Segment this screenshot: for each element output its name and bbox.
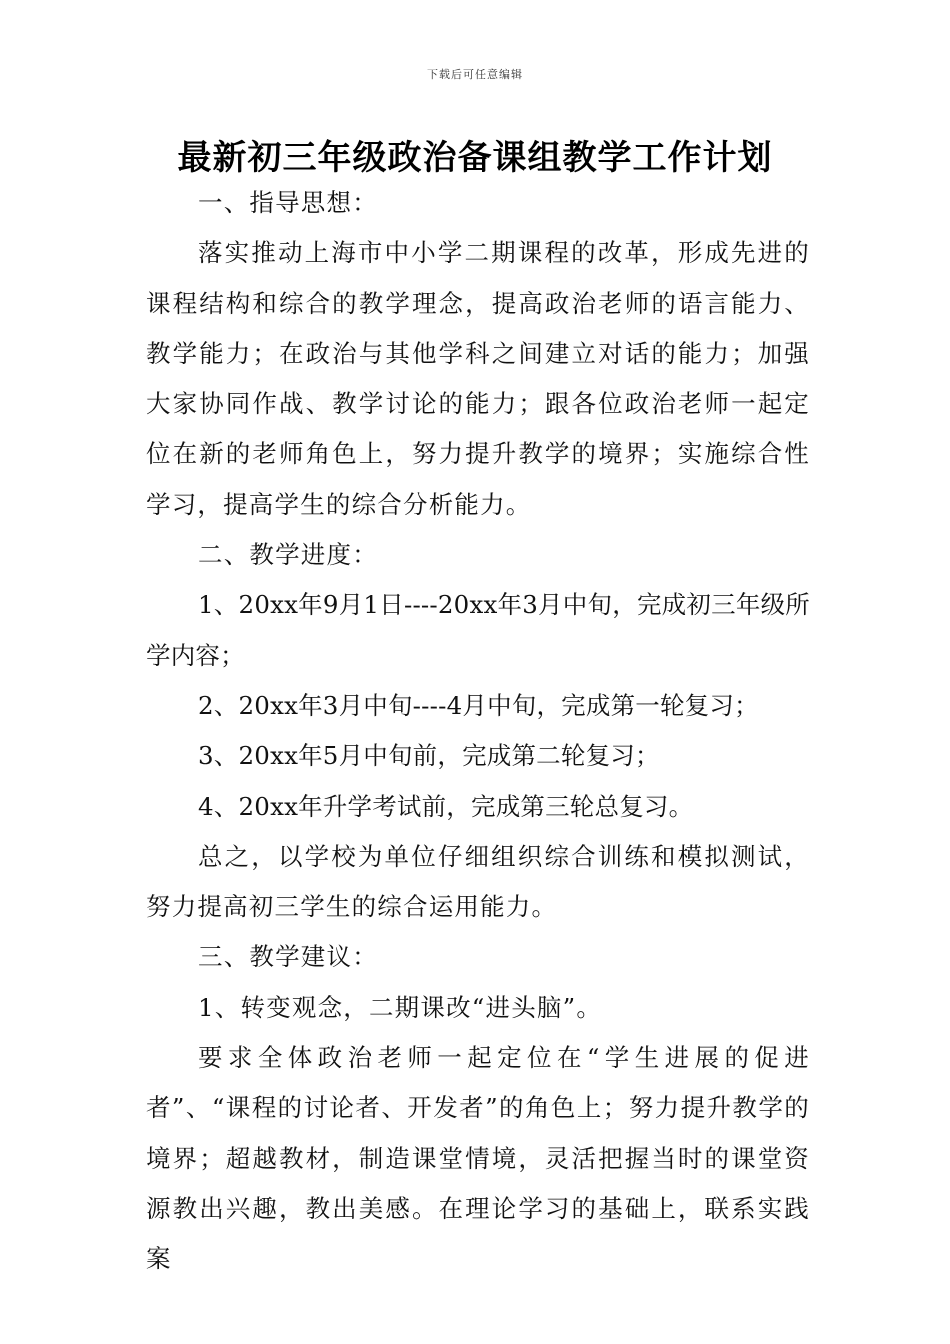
progress-item-3: 3、20xx年5月中旬前，完成第二轮复习；	[198, 741, 660, 771]
document-title: 最新初三年级政治备课组教学工作计划	[177, 138, 773, 178]
section-heading-guiding-thought: 一、指导思想：	[198, 188, 378, 217]
paragraph-guiding-thought: 落实推动上海市中小学二期课程的改革，形成先进的课程结构和综合的教学理念，提高政治老师的语言能力、教学能力；在政治与其他学科之间建立对话的能力；加强大家协同作战、教学讨论的能力；跟各位政治老师一起定位在新的老师角色上，努力提升教学的境界；实施综合性学习，提高学生的综合分析能力。	[146, 238, 810, 519]
progress-item-1: 1、20xx年9月1日----20xx年3月中旬，完成初三年级所学内容；	[146, 590, 810, 670]
progress-item-4: 4、20xx年升学考试前，完成第三轮总复习。	[198, 791, 694, 821]
document-body	[146, 178, 810, 1285]
progress-item-2: 2、20xx年3月中旬----4月中旬，完成第一轮复习；	[198, 690, 759, 720]
section-heading-teaching-progress: 二、教学进度：	[198, 540, 378, 570]
paragraph-suggestion-detail: 要求全体政治老师一起定位在“学生进展的促进者”、“课程的讨论者、开发者”的角色上；努力提升教学的境界；超越教材，制造课堂情境，灵活把握当时的课堂资源教出兴趣，教出美感。在理论学习的基础上，联系实践案	[146, 1043, 810, 1274]
paragraph-summary: 总之，以学校为单位仔细组织综合训练和模拟测试，努力提高初三学生的综合运用能力。	[146, 841, 810, 922]
header-note: 下载后可任意编辑	[427, 68, 523, 81]
section-heading-teaching-suggestions: 三、教学建议：	[198, 942, 378, 972]
suggestion-item-1: 1、转变观念，二期课改“进头脑”。	[198, 992, 603, 1022]
